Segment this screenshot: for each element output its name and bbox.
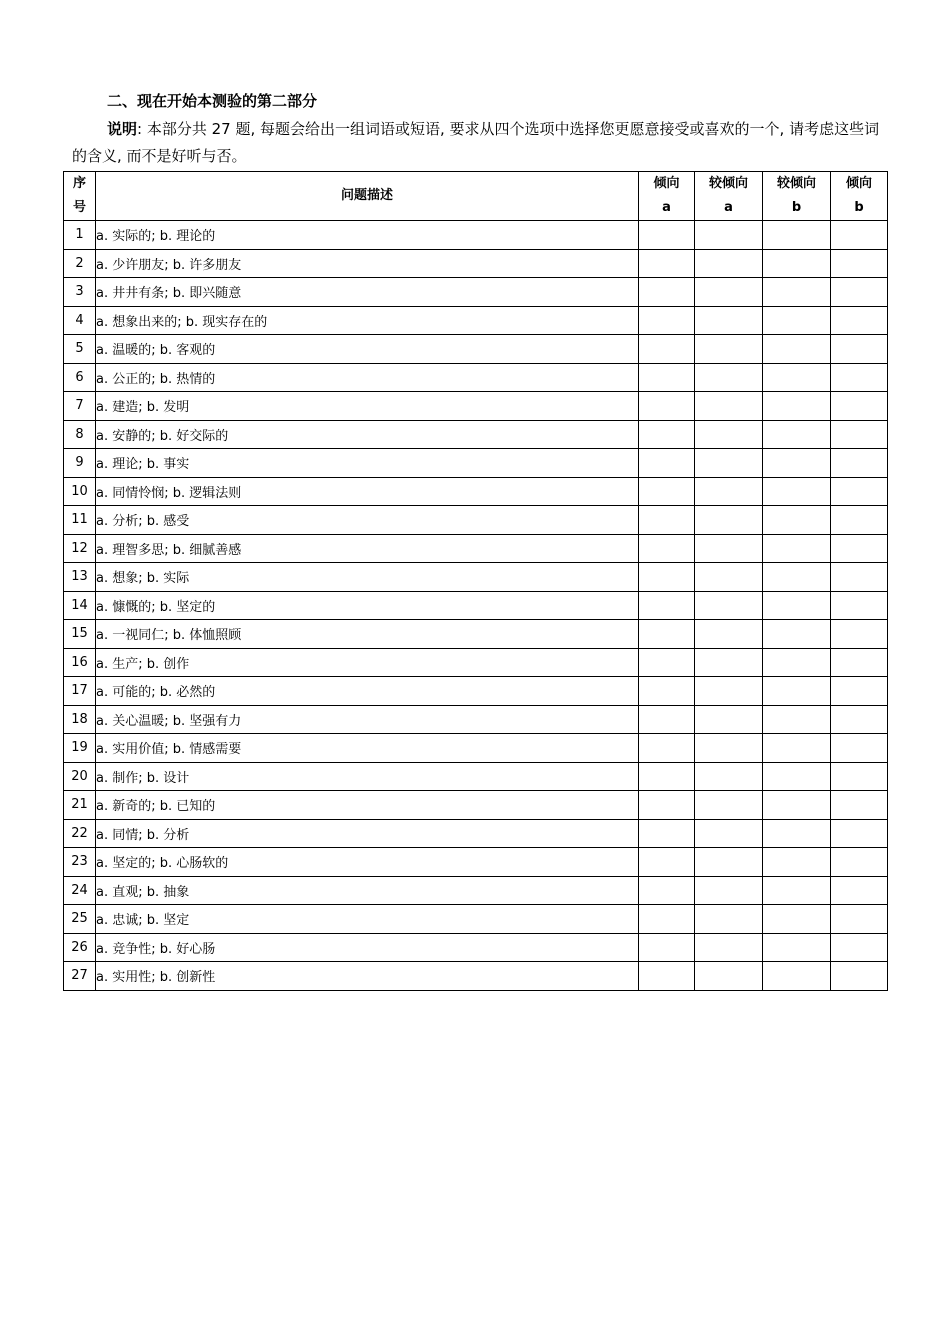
table-row [64,506,888,535]
answer-cell-mild-a[interactable] [695,905,763,934]
answer-cell-mild-a[interactable] [695,363,763,392]
table-body [64,221,888,991]
question-number: 26 [64,933,96,962]
answer-cell-strong-b[interactable] [831,620,888,649]
answer-cell-mild-b[interactable] [763,420,831,449]
question-number: 7 [64,392,96,421]
table-row [64,762,888,791]
answer-cell-mild-b[interactable] [763,876,831,905]
answer-cell-strong-b[interactable] [831,734,888,763]
question-number: 16 [64,648,96,677]
question-description: a. 安静的; b. 好交际的 [96,420,639,449]
answer-cell-strong-b[interactable] [831,420,888,449]
question-number: 10 [64,477,96,506]
question-number: 5 [64,335,96,364]
question-description: a. 想象出来的; b. 现实存在的 [96,306,639,335]
answer-cell-strong-a[interactable] [639,648,695,677]
answer-cell-mild-b[interactable] [763,933,831,962]
answer-cell-strong-b[interactable] [831,591,888,620]
answer-cell-strong-b[interactable] [831,335,888,364]
answer-cell-mild-a[interactable] [695,335,763,364]
answer-cell-mild-a[interactable] [695,933,763,962]
answer-cell-mild-b[interactable] [763,278,831,307]
answer-cell-strong-a[interactable] [639,506,695,535]
answer-cell-strong-a[interactable] [639,819,695,848]
question-number: 15 [64,620,96,649]
table-row [64,705,888,734]
answer-cell-mild-b[interactable] [763,506,831,535]
question-number: 22 [64,819,96,848]
question-number: 13 [64,563,96,592]
answer-cell-strong-b[interactable] [831,933,888,962]
table-row [64,563,888,592]
answer-cell-strong-b[interactable] [831,249,888,278]
question-description: a. 生产; b. 创作 [96,648,639,677]
table-row [64,449,888,478]
answer-cell-mild-a[interactable] [695,762,763,791]
question-description: a. 新奇的; b. 已知的 [96,791,639,820]
answer-cell-mild-a[interactable] [695,449,763,478]
table-row [64,819,888,848]
table-row [64,249,888,278]
instructions-label: 说明 [107,120,138,138]
answer-cell-strong-b[interactable] [831,848,888,877]
table-row [64,791,888,820]
answer-cell-strong-a[interactable] [639,734,695,763]
answer-cell-mild-a[interactable] [695,506,763,535]
answer-cell-mild-b[interactable] [763,449,831,478]
answer-cell-mild-a[interactable] [695,392,763,421]
answer-cell-strong-b[interactable] [831,392,888,421]
table-header-row [64,172,888,221]
answer-cell-strong-a[interactable] [639,876,695,905]
question-number: 17 [64,677,96,706]
question-description: a. 分析; b. 感受 [96,506,639,535]
answer-cell-mild-b[interactable] [763,249,831,278]
answer-cell-mild-a[interactable] [695,534,763,563]
question-description: a. 温暖的; b. 客观的 [96,335,639,364]
question-description: a. 关心温暖; b. 坚强有力 [96,705,639,734]
answer-cell-mild-b[interactable] [763,648,831,677]
answer-cell-strong-b[interactable] [831,534,888,563]
answer-cell-mild-a[interactable] [695,677,763,706]
question-description: a. 少许朋友; b. 许多朋友 [96,249,639,278]
table-row [64,734,888,763]
answer-cell-mild-a[interactable] [695,648,763,677]
answer-cell-mild-b[interactable] [763,591,831,620]
answer-cell-mild-b[interactable] [763,306,831,335]
answer-cell-mild-a[interactable] [695,705,763,734]
answer-cell-mild-b[interactable] [763,819,831,848]
answer-cell-strong-b[interactable] [831,962,888,991]
answer-cell-strong-a[interactable] [639,620,695,649]
answer-cell-mild-b[interactable] [763,705,831,734]
answer-cell-mild-b[interactable] [763,962,831,991]
answer-cell-mild-b[interactable] [763,791,831,820]
question-description: a. 同情; b. 分析 [96,819,639,848]
table-row [64,534,888,563]
question-number: 23 [64,848,96,877]
question-number: 6 [64,363,96,392]
question-number: 12 [64,534,96,563]
question-description: a. 一视同仁; b. 体恤照顾 [96,620,639,649]
answer-cell-strong-b[interactable] [831,876,888,905]
question-number: 1 [64,221,96,250]
question-description: a. 井井有条; b. 即兴随意 [96,278,639,307]
question-number: 9 [64,449,96,478]
answer-cell-strong-a[interactable] [639,905,695,934]
question-description: a. 公正的; b. 热情的 [96,363,639,392]
answer-cell-mild-a[interactable] [695,477,763,506]
question-description: a. 直观; b. 抽象 [96,876,639,905]
table-row [64,335,888,364]
answer-cell-strong-b[interactable] [831,791,888,820]
question-description: a. 坚定的; b. 心肠软的 [96,848,639,877]
header-option-strong-a: 倾向 a [639,172,695,221]
question-number: 3 [64,278,96,307]
table-row [64,420,888,449]
answer-cell-mild-b[interactable] [763,762,831,791]
table-row [64,591,888,620]
answer-cell-strong-a[interactable] [639,563,695,592]
question-number: 4 [64,306,96,335]
header-option-mild-a: 较倾向 a [695,172,763,221]
question-number: 21 [64,791,96,820]
question-number: 2 [64,249,96,278]
answer-cell-mild-b[interactable] [763,363,831,392]
answer-cell-strong-b[interactable] [831,905,888,934]
answer-cell-mild-a[interactable] [695,620,763,649]
answer-cell-strong-a[interactable] [639,705,695,734]
answer-cell-strong-a[interactable] [639,534,695,563]
table-row [64,933,888,962]
question-description: a. 制作; b. 设计 [96,762,639,791]
table-row [64,905,888,934]
question-number: 27 [64,962,96,991]
answer-cell-strong-b[interactable] [831,306,888,335]
answer-cell-strong-b[interactable] [831,278,888,307]
question-description: a. 理论; b. 事实 [96,449,639,478]
header-number: 序 号 [64,172,96,221]
answer-cell-strong-a[interactable] [639,278,695,307]
question-description: a. 想象; b. 实际 [96,563,639,592]
answer-cell-mild-b[interactable] [763,335,831,364]
table-row [64,221,888,250]
answer-cell-mild-a[interactable] [695,221,763,250]
answer-cell-mild-a[interactable] [695,420,763,449]
question-description: a. 实际的; b. 理论的 [96,221,639,250]
answer-cell-strong-a[interactable] [639,449,695,478]
question-number: 14 [64,591,96,620]
answer-cell-strong-a[interactable] [639,306,695,335]
answer-cell-mild-b[interactable] [763,477,831,506]
answer-cell-mild-b[interactable] [763,677,831,706]
answer-cell-mild-b[interactable] [763,392,831,421]
answer-cell-strong-a[interactable] [639,791,695,820]
question-number: 20 [64,762,96,791]
answer-cell-mild-a[interactable] [695,563,763,592]
answer-cell-strong-b[interactable] [831,449,888,478]
table-row [64,363,888,392]
header-description: 问题描述 [96,172,639,221]
question-number: 18 [64,705,96,734]
question-number: 25 [64,905,96,934]
answer-cell-mild-a[interactable] [695,249,763,278]
answer-cell-strong-a[interactable] [639,392,695,421]
table-row [64,278,888,307]
table-row [64,392,888,421]
answer-cell-strong-a[interactable] [639,420,695,449]
header-option-mild-b: 较倾向 b [763,172,831,221]
answer-cell-strong-a[interactable] [639,591,695,620]
answer-cell-strong-b[interactable] [831,477,888,506]
answer-cell-strong-a[interactable] [639,335,695,364]
table-row [64,677,888,706]
answer-cell-strong-b[interactable] [831,221,888,250]
question-description: a. 同情怜悯; b. 逻辑法则 [96,477,639,506]
question-description: a. 忠诚; b. 坚定 [96,905,639,934]
table-row [64,848,888,877]
answer-cell-mild-a[interactable] [695,734,763,763]
instructions-paragraph [72,116,886,170]
answer-cell-strong-a[interactable] [639,962,695,991]
table-row [64,620,888,649]
answer-cell-strong-b[interactable] [831,563,888,592]
question-description: a. 可能的; b. 必然的 [96,677,639,706]
answer-cell-mild-a[interactable] [695,848,763,877]
question-description: a. 实用价值; b. 情感需要 [96,734,639,763]
answer-cell-strong-a[interactable] [639,249,695,278]
question-description: a. 建造; b. 发明 [96,392,639,421]
answer-cell-mild-a[interactable] [695,306,763,335]
answer-cell-strong-b[interactable] [831,762,888,791]
answer-cell-mild-a[interactable] [695,278,763,307]
table-row [64,306,888,335]
question-number: 11 [64,506,96,535]
section-heading: 二、现在开始本测验的第二部分 [107,92,318,110]
answer-cell-mild-b[interactable] [763,848,831,877]
answer-cell-mild-a[interactable] [695,591,763,620]
answer-cell-mild-b[interactable] [763,221,831,250]
answer-cell-mild-b[interactable] [763,905,831,934]
answer-cell-mild-a[interactable] [695,962,763,991]
question-description: a. 实用性; b. 创新性 [96,962,639,991]
answer-cell-strong-a[interactable] [639,762,695,791]
answer-cell-strong-b[interactable] [831,506,888,535]
table-row [64,648,888,677]
question-table [63,171,888,991]
answer-cell-strong-a[interactable] [639,221,695,250]
answer-cell-strong-a[interactable] [639,677,695,706]
answer-cell-strong-a[interactable] [639,933,695,962]
answer-cell-mild-b[interactable] [763,734,831,763]
answer-cell-mild-b[interactable] [763,534,831,563]
question-description: a. 理智多思; b. 细腻善感 [96,534,639,563]
table-row [64,876,888,905]
answer-cell-strong-b[interactable] [831,677,888,706]
answer-cell-strong-b[interactable] [831,705,888,734]
answer-cell-mild-b[interactable] [763,620,831,649]
question-description: a. 竞争性; b. 好心肠 [96,933,639,962]
answer-cell-mild-a[interactable] [695,791,763,820]
question-number: 24 [64,876,96,905]
answer-cell-strong-b[interactable] [831,363,888,392]
question-number: 8 [64,420,96,449]
answer-cell-mild-b[interactable] [763,563,831,592]
answer-cell-mild-a[interactable] [695,876,763,905]
question-number: 19 [64,734,96,763]
answer-cell-strong-a[interactable] [639,848,695,877]
answer-cell-strong-a[interactable] [639,363,695,392]
instructions-text: : 本部分共 27 题, 每题会给出一组词语或短语, 要求从四个选项中选择您更愿意接受或喜欢的一个, 请考虑这些词的含义, 而不是好听与否。 [72,120,880,165]
table-row [64,477,888,506]
answer-cell-strong-b[interactable] [831,648,888,677]
answer-cell-mild-a[interactable] [695,819,763,848]
answer-cell-strong-a[interactable] [639,477,695,506]
table-row [64,962,888,991]
question-description: a. 慷慨的; b. 坚定的 [96,591,639,620]
header-option-strong-b: 倾向 b [831,172,888,221]
answer-cell-strong-b[interactable] [831,819,888,848]
